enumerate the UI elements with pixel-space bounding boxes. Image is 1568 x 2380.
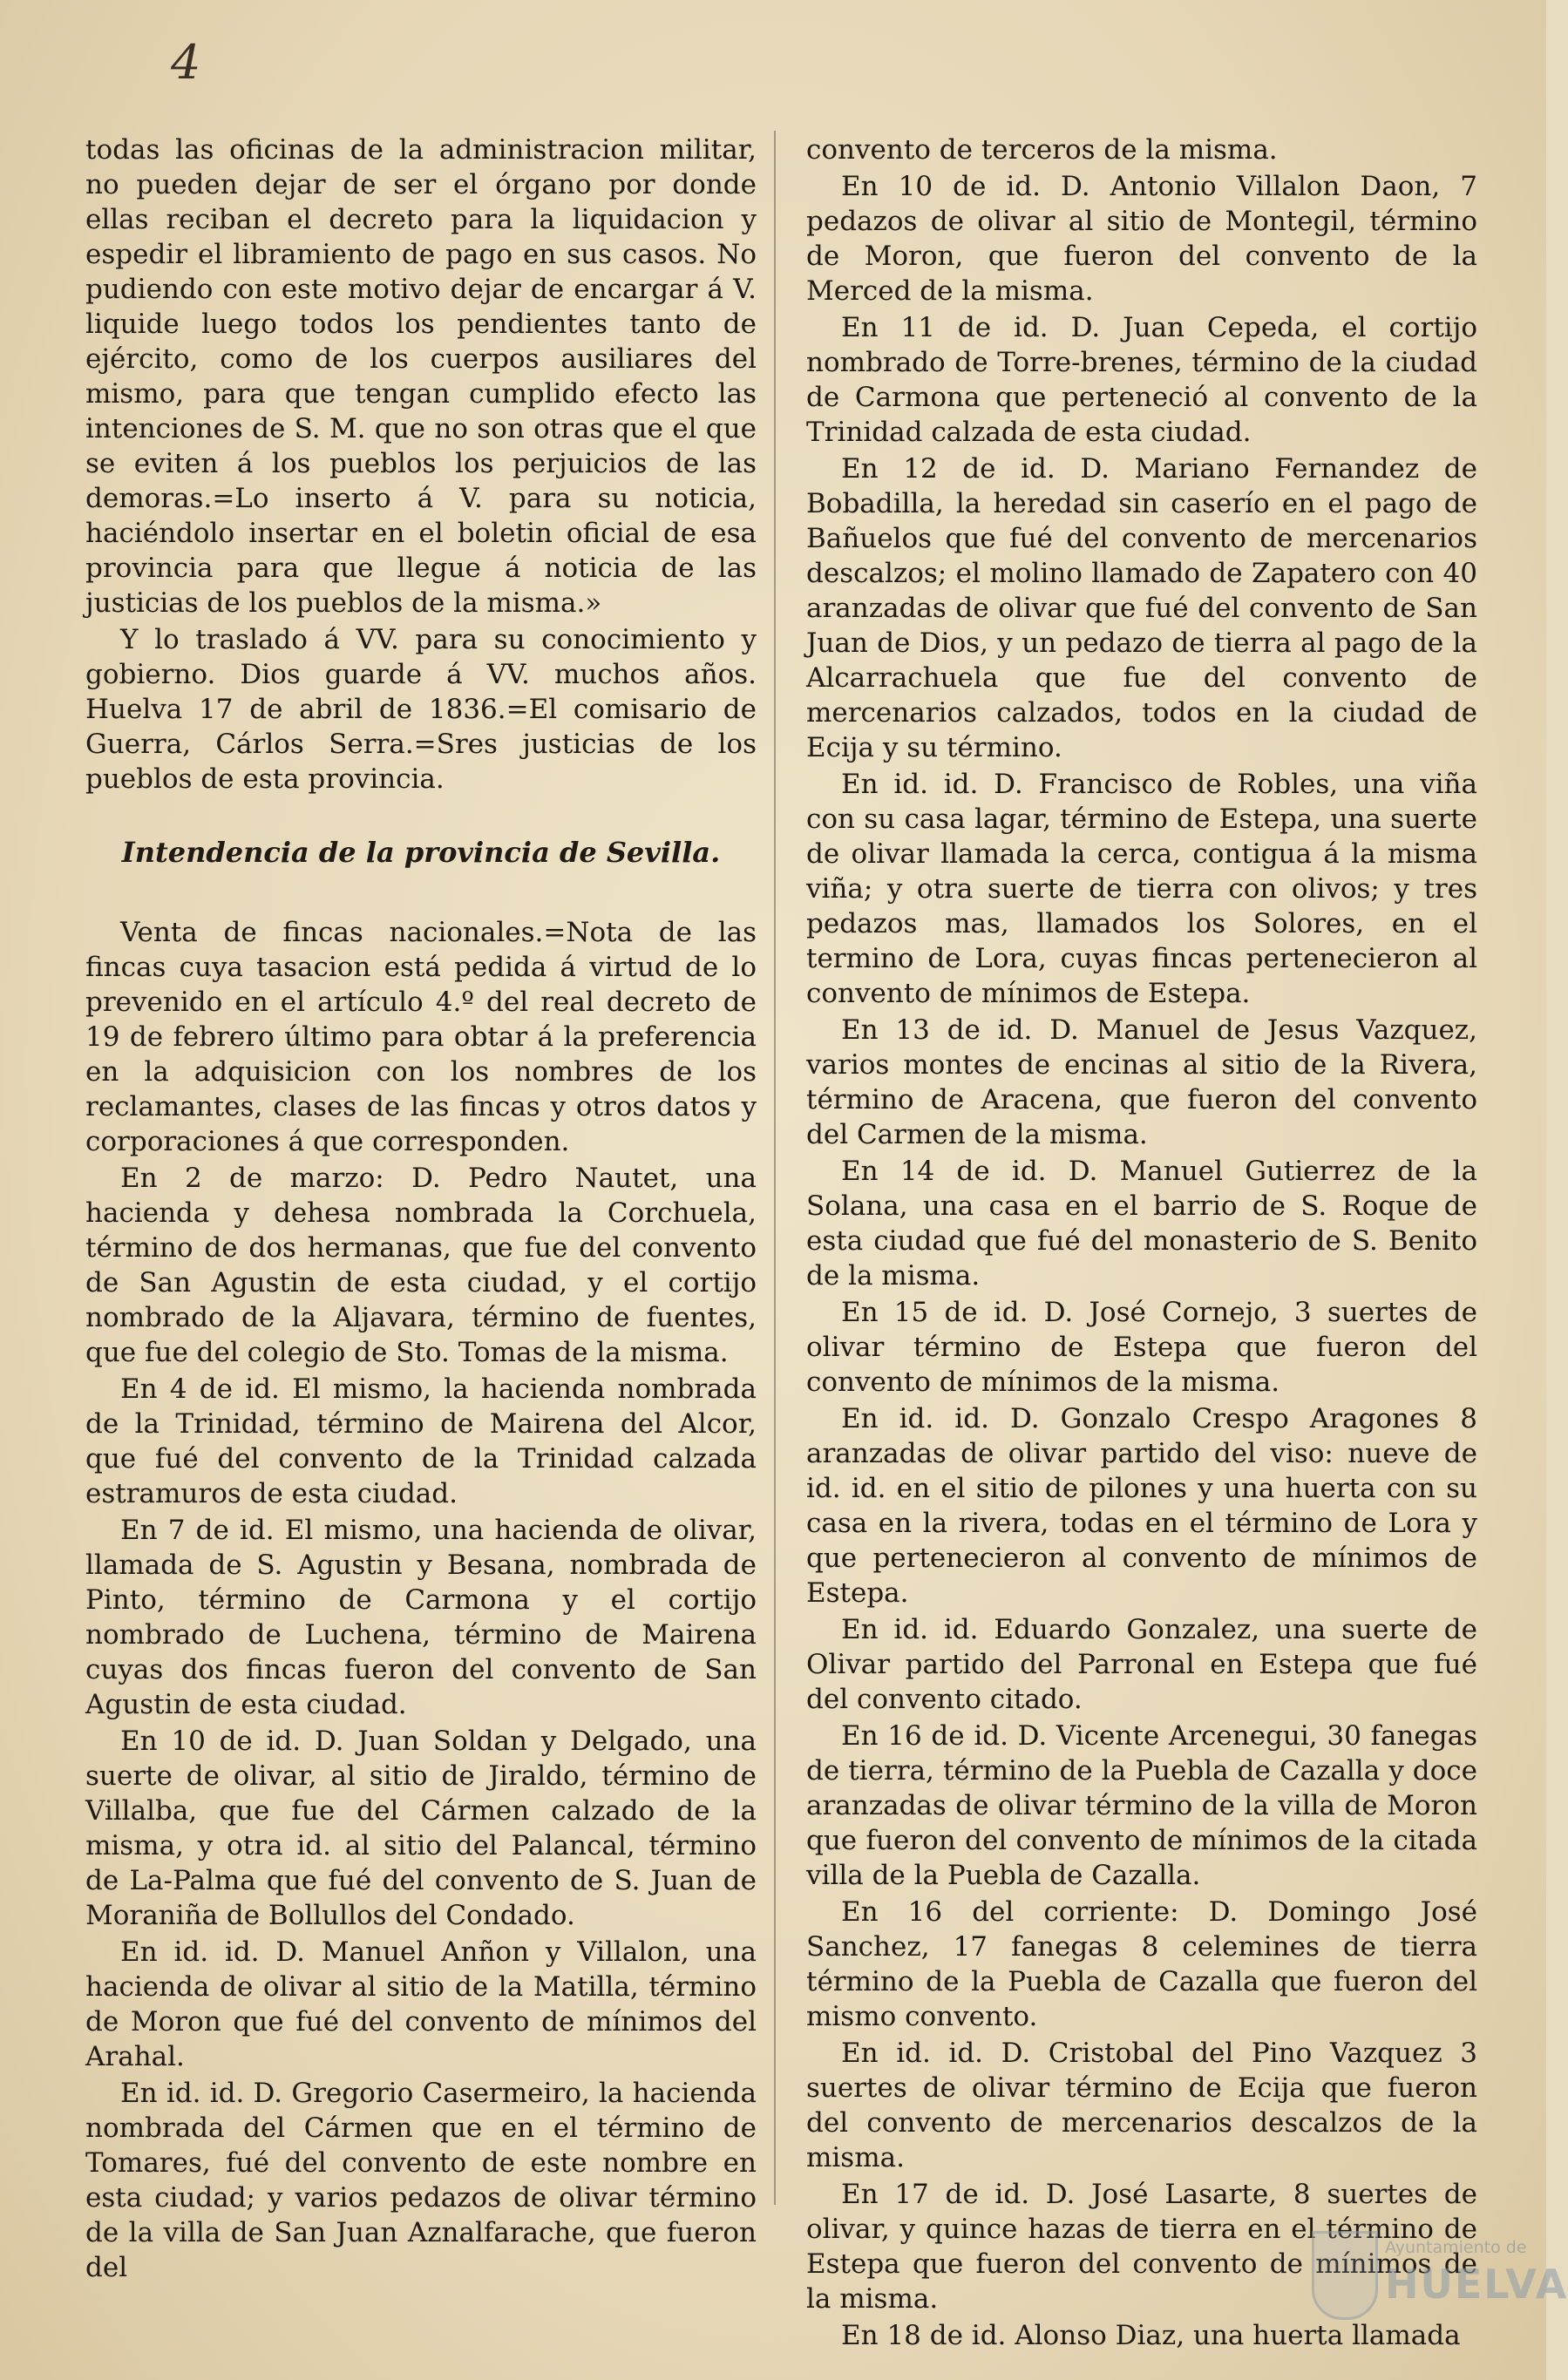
paragraph: En 10 de id. D. Juan Soldan y Delgado, una suerte de olivar, al sitio de Jiraldo, término de Villalba, que fue del Cármen calzado de la misma, y otra id. al sitio del Palancal, término de La-Palma que fué del convento de S. Juan de Moraniña de Bollullos del Condado. — [85, 1726, 757, 1931]
paragraph: En id. id. Eduardo Gonzalez, una suerte de Olivar partido del Parronal en Estepa que fué del convento citado. — [806, 1614, 1477, 1715]
paragraph: En 11 de id. D. Juan Cepeda, el cortijo nombrado de Torre-brenes, término de la ciudad de Carmona que perteneció al convento de la Trinidad calzada de esta ciudad. — [806, 312, 1477, 448]
section-heading: Intendencia de la provincia de Sevilla. — [121, 836, 721, 869]
paragraph: En 2 de marzo: D. Pedro Nautet, una hacienda y dehesa nombrada la Corchuela, término de dos hermanas, que fue del convento de San Agustin de esta ciudad, y el cortijo nombrado de la Aljavara, término de fuentes, que fue del colegio de Sto. Tomas de la misma. — [85, 1163, 757, 1368]
page-folio-mark: 4 — [171, 35, 201, 90]
paragraph: todas las oficinas de la administracion militar, no pueden dejar de ser el órgano por donde ellas reciban el decreto para la liquidacion y espedir el libramiento de pago en sus casos. No pudiendo con este motivo dejar de encargar á V. liquide luego todos los pendientes tanto de ejército, como de los cuerpos ausiliares del mismo, para que tengan cumplido efecto las intenciones de S. M. que no son otras que el que se eviten á los pueblos los perjuicios de las demoras.=Lo inserto á V. para su noticia, haciéndolo insertar en el boletin oficial de esa provincia para que llegue á noticia de las justicias de los pueblos de la misma.» — [85, 134, 757, 619]
paragraph: En 17 de id. D. José Lasarte, 8 suertes de olivar, y quince hazas de tierra en el término de Estepa que fueron del convento de mínimos de la misma. — [806, 2179, 1477, 2315]
left-column — [85, 132, 757, 2287]
paragraph: Y lo traslado á VV. para su conocimiento y gobierno. Dios guarde á VV. muchos años. Huelva 17 de abril de 1836.=El comisario de Guerra, Cárlos Serra.=Sres justicias de los pueblos de esta provincia. — [85, 624, 757, 795]
right-column — [806, 132, 1477, 2355]
paragraph: En 12 de id. D. Mariano Fernandez de Bobadilla, la heredad sin caserío en el pago de Bañuelos que fué del convento de mercenarios descalzos; el molino llamado de Zapatero con 40 aranzadas de olivar que fué del convento de San Juan de Dios, y un pedazo de tierra al pago de la Alcarrachuela que fue del convento de mercenarios calzados, todos en la ciudad de Ecija y su término. — [806, 453, 1477, 763]
paragraph: En 13 de id. D. Manuel de Jesus Vazquez, varios montes de encinas al sitio de la Rivera, término de Aracena, que fueron del convento del Carmen de la misma. — [806, 1014, 1477, 1150]
paragraph: En id. id. D. Francisco de Robles, una viña con su casa lagar, término de Estepa, una suerte de olivar llamada la cerca, contigua á la misma viña; y otra suerte de tierra con olivos; y tres pedazos mas, llamados los Solores, en el termino de Lora, cuyas fincas pertenecieron al convento de mínimos de Estepa. — [806, 769, 1477, 1009]
paragraph: En id. id. D. Cristobal del Pino Vazquez 3 suertes de olivar término de Ecija que fueron del convento de mercenarios descalzos de la misma. — [806, 2038, 1477, 2173]
shield-icon — [1312, 2231, 1378, 2320]
paragraph: En 18 de id. Alonso Diaz, una huerta llamada — [841, 2320, 1461, 2351]
paragraph: convento de terceros de la misma. — [806, 134, 1278, 166]
column-divider — [774, 131, 776, 2205]
paragraph: En id. id. D. Gregorio Casermeiro, la hacienda nombrada del Cármen que en el término de Tomares, fué del convento de este nombre en esta ciudad; y varios pedazos de olivar término de la villa de San Juan Aznalfarache, que fueron del — [85, 2078, 757, 2283]
archive-watermark — [1312, 2231, 1568, 2362]
watermark-name: HUELVA — [1385, 2261, 1568, 2308]
paragraph: En 14 de id. D. Manuel Gutierrez de la Solana, una casa en el barrio de S. Roque de esta ciudad que fué del monasterio de S. Benito de la misma. — [806, 1156, 1477, 1292]
paragraph: En 7 de id. El mismo, una hacienda de olivar, llamada de S. Agustin y Besana, nombrada de Pinto, término de Carmona y el cortijo nombrado de Luchena, término de Mairena cuyas dos fincas fueron del convento de San Agustin de esta ciudad. — [85, 1515, 757, 1720]
watermark-top-line: Ayuntamiento de — [1385, 2238, 1527, 2257]
paragraph: En 16 del corriente: D. Domingo José Sanchez, 17 fanegas 8 celemines de tierra término de la Puebla de Cazalla que fueron del mismo convento. — [806, 1896, 1477, 2032]
paragraph: En 15 de id. D. José Cornejo, 3 suertes de olivar término de Estepa que fueron del convento de mínimos de la misma. — [806, 1297, 1477, 1398]
paragraph: En 16 de id. D. Vicente Arcenegui, 30 fanegas de tierra, término de la Puebla de Cazalla y doce aranzadas de olivar término de la villa de Moron que fueron del convento de mínimos de la citada villa de la Puebla de Cazalla. — [806, 1720, 1477, 1891]
paragraph: En id. id. D. Manuel Anñon y Villalon, una hacienda de olivar al sitio de la Matilla, término de Moron que fué del convento de mínimos del Arahal. — [85, 1936, 757, 2072]
paragraph: En id. id. D. Gonzalo Crespo Aragones 8 aranzadas de olivar partido del viso: nueve de id. id. en el sitio de pilones y una huerta con su casa en la rivera, todas en el término de Lora y que pertenecieron al convento de mínimos de Estepa. — [806, 1403, 1477, 1609]
paragraph: Venta de fincas nacionales.=Nota de las fincas cuya tasacion está pedida á virtud de lo prevenido en el artículo 4.º del real decreto de 19 de febrero último para obtar á la preferencia en la adquisicion con los nombres de los reclamantes, clases de las fincas y otros datos y corporaciones á que corresponden. — [85, 917, 757, 1157]
paragraph: En 10 de id. D. Antonio Villalon Daon, 7 pedazos de olivar al sitio de Montegil, término de Moron, que fueron del convento de la Merced de la misma. — [806, 171, 1477, 307]
paragraph: En 4 de id. El mismo, la hacienda nombrada de la Trinidad, término de Mairena del Alcor, que fué del convento de la Trinidad calzada estramuros de esta ciudad. — [85, 1373, 757, 1509]
